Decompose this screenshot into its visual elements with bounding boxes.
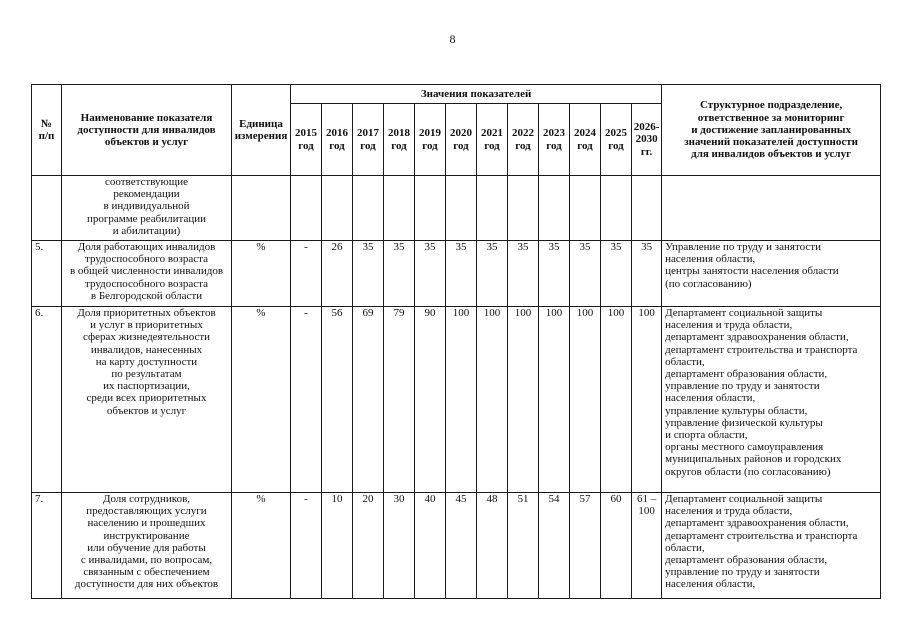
value-cell: 26 (322, 241, 353, 307)
year-header: 2017 год (353, 104, 384, 176)
row-number (32, 176, 62, 241)
value-cell (353, 176, 384, 241)
row-number: 5. (32, 241, 62, 307)
responsible-cell: Управление по труду и занятости населения области, центры занятости населения области (по согласованию) (662, 241, 881, 307)
year-header: 2025 год (601, 104, 632, 176)
year-header: 2015 год (291, 104, 322, 176)
value-cell (539, 176, 570, 241)
value-cell: 100 (570, 307, 601, 493)
value-cell: 100 (508, 307, 539, 493)
value-cell: 35 (601, 241, 632, 307)
year-header: 2016 год (322, 104, 353, 176)
table-row (32, 493, 881, 599)
responsible-cell (662, 176, 881, 241)
value-cell (446, 176, 477, 241)
value-cell: - (291, 493, 322, 599)
value-cell: 100 (539, 307, 570, 493)
indicators-table (31, 84, 881, 599)
header-responsible: Структурное подразделение, ответственное за мониторинг и достижение запланированных значений показателей доступности для инвалидов объектов и услуг (662, 85, 881, 176)
value-cell (508, 176, 539, 241)
value-cell: 51 (508, 493, 539, 599)
value-cell (384, 176, 415, 241)
indicator-name: Доля сотрудников, предоставляющих услуги населению и прошедших инструктирование или обучение для работы с инвалидами, по вопросам, связанным с обеспечением доступности для них объектов (62, 493, 232, 599)
value-cell: 56 (322, 307, 353, 493)
value-cell: 35 (508, 241, 539, 307)
value-cell (570, 176, 601, 241)
table-row (32, 176, 881, 241)
value-cell: 35 (570, 241, 601, 307)
year-header: 2019 год (415, 104, 446, 176)
value-cell: 35 (446, 241, 477, 307)
year-header: 2023 год (539, 104, 570, 176)
value-cell: 100 (477, 307, 508, 493)
unit-cell (232, 176, 291, 241)
value-cell: - (291, 307, 322, 493)
year-header: 2021 год (477, 104, 508, 176)
table-row (32, 307, 881, 493)
value-cell (415, 176, 446, 241)
indicator-name: Доля работающих инвалидов трудоспособного возраста в общей численности инвалидов трудоспособного возраста в Белгородской области (62, 241, 232, 307)
indicator-name: соответствующие рекомендации в индивидуальной программе реабилитации и абилитации) (62, 176, 232, 241)
row-number: 7. (32, 493, 62, 599)
unit-cell: % (232, 307, 291, 493)
page-number: 8 (449, 32, 456, 46)
table-row (32, 241, 881, 307)
value-cell: 79 (384, 307, 415, 493)
header-unit: Единица измерения (232, 85, 291, 176)
value-cell: 35 (632, 241, 662, 307)
value-cell: 45 (446, 493, 477, 599)
value-cell: 100 (632, 307, 662, 493)
row-number: 6. (32, 307, 62, 493)
value-cell: 35 (477, 241, 508, 307)
year-header: 2024 год (570, 104, 601, 176)
value-cell (477, 176, 508, 241)
value-cell: 100 (601, 307, 632, 493)
value-cell: 35 (539, 241, 570, 307)
value-cell (632, 176, 662, 241)
value-cell (291, 176, 322, 241)
value-cell: 20 (353, 493, 384, 599)
value-cell: 54 (539, 493, 570, 599)
value-cell: 100 (446, 307, 477, 493)
value-cell: 40 (415, 493, 446, 599)
value-cell: 35 (384, 241, 415, 307)
year-header: 2022 год (508, 104, 539, 176)
value-cell: 90 (415, 307, 446, 493)
responsible-cell: Департамент социальной защиты населения и труда области, департамент здравоохранения области, департамент строительства и транспорта области, департамент образования области, управление по труду и занятости населения области, управление культуры области, управление физической культуры и спорта области, органы местного самоуправления муниципальных районов и городских округов области (по согласованию) (662, 307, 881, 493)
value-cell: 10 (322, 493, 353, 599)
value-cell: 57 (570, 493, 601, 599)
year-header: 2020 год (446, 104, 477, 176)
responsible-cell: Департамент социальной защиты населения и труда области, департамент здравоохранения области, департамент строительства и транспорта области, департамент образования области, управление по труду и занятости населения области, (662, 493, 881, 599)
value-cell (322, 176, 353, 241)
value-cell: 48 (477, 493, 508, 599)
year-header: 2018 год (384, 104, 415, 176)
unit-cell: % (232, 493, 291, 599)
value-cell (601, 176, 632, 241)
year-header: 2026- 2030 гг. (632, 104, 662, 176)
value-cell: 61 – 100 (632, 493, 662, 599)
value-cell: 30 (384, 493, 415, 599)
value-cell: 69 (353, 307, 384, 493)
unit-cell: % (232, 241, 291, 307)
value-cell: 60 (601, 493, 632, 599)
value-cell: 35 (415, 241, 446, 307)
header-num: № п/п (32, 85, 62, 176)
value-cell: - (291, 241, 322, 307)
header-name: Наименование показателя доступности для инвалидов объектов и услуг (62, 85, 232, 176)
header-values: Значения показателей (291, 85, 662, 104)
indicator-name: Доля приоритетных объектов и услуг в приоритетных сферах жизнедеятельности инвалидов, нанесенных на карту доступности по результатам их паспортизации, среди всех приоритетных объектов и услуг (62, 307, 232, 493)
value-cell: 35 (353, 241, 384, 307)
